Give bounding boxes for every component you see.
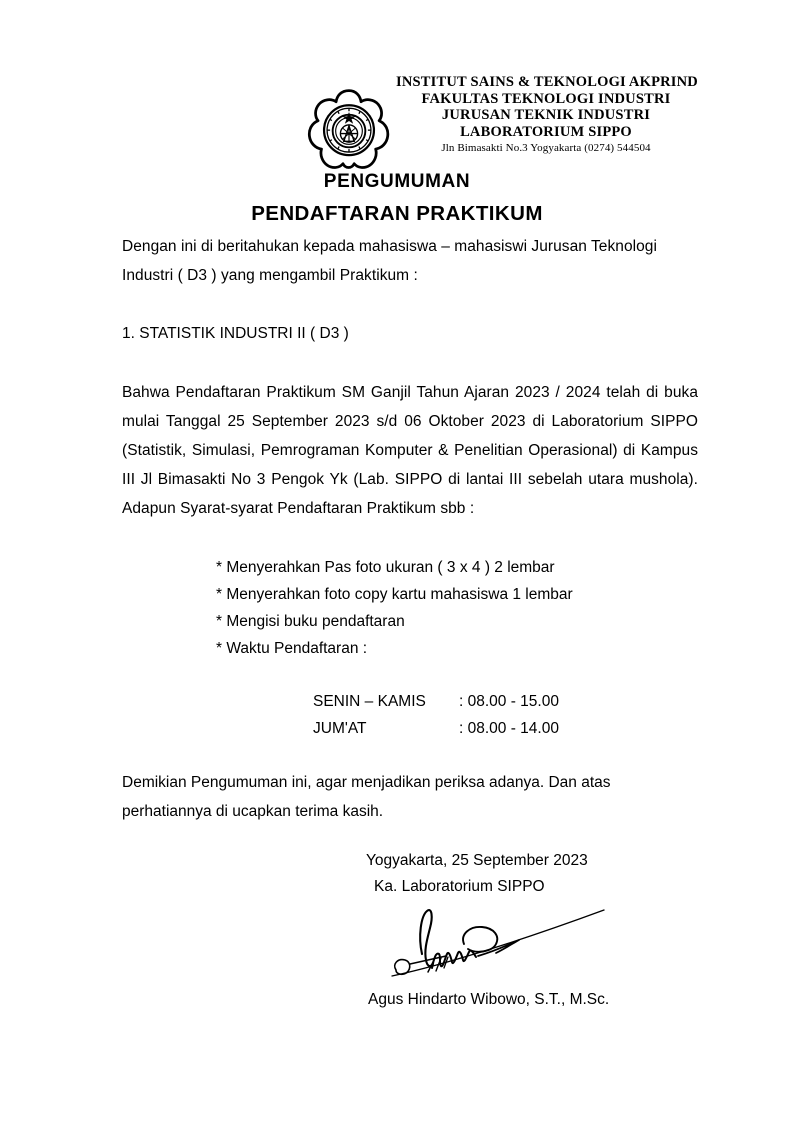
schedule-time: : 08.00 - 15.00 <box>459 693 559 710</box>
department-name: JURUSAN TEKNIK INDUSTRI <box>441 107 651 124</box>
faculty-name: FAKULTAS TEKNOLOGI INDUSTRI <box>421 90 671 107</box>
requirements-list <box>216 554 676 662</box>
intro-paragraph: Dengan ini di beritahukan kepada mahasiswa – mahasiswi Jurusan Teknologi Industri ( D3 ) yang mengambil Praktikum : <box>122 238 657 284</box>
list-item: * Mengisi buku pendaftaran <box>216 613 405 630</box>
institution-name: INSTITUT SAINS & TEKNOLOGI AKPRIND <box>396 74 698 90</box>
signature-place-date: Yogyakarta, 25 September 2023 <box>366 852 588 869</box>
registration-schedule <box>313 688 559 742</box>
schedule-day: SENIN – KAMIS <box>313 693 426 710</box>
page-title: PENGUMUMAN <box>323 171 471 192</box>
page-subtitle: PENDAFTARAN PRAKTIKUM <box>251 202 543 225</box>
closing-paragraph-wrap <box>122 768 678 826</box>
schedule-row <box>313 715 559 742</box>
signature-block <box>366 848 666 1012</box>
title-block <box>0 172 794 225</box>
laboratory-name: LABORATORIUM SIPPO <box>460 123 632 140</box>
akprind-university-emblem-icon <box>306 88 392 174</box>
body-content <box>122 232 698 523</box>
closing-paragraph: Demikian Pengumuman ini, agar menjadikan periksa adanya. Dan atas perhatiannya di ucapkan terima kasih. <box>122 774 611 820</box>
schedule-day: JUM'AT <box>313 720 367 737</box>
main-paragraph: Bahwa Pendaftaran Praktikum SM Ganjil Tahun Ajaran 2023 / 2024 telah di buka mulai Tanggal 25 September 2023 s/d 06 Oktober 2023 di Laboratorium SIPPO (Statistik, Simulasi, Pemrograman Komputer & Penelitian Operasional) di Kampus III Jl Bimasakti No 3 Pengok Yk (Lab. SIPPO di lantai III sebelah utara mushola). Adapun Syarat-syarat Pendaftaran Praktikum sbb : <box>122 384 698 517</box>
signature-role: Ka. Laboratorium SIPPO <box>374 878 545 895</box>
signatory-name: Agus Hindarto Wibowo, S.T., M.Sc. <box>368 991 610 1008</box>
schedule-row <box>313 688 559 715</box>
list-item: * Menyerahkan foto copy kartu mahasiswa 1 lembar <box>216 586 573 603</box>
schedule-time: : 08.00 - 14.00 <box>459 720 559 737</box>
list-item: * Menyerahkan Pas foto ukuran ( 3 x 4 ) 2 lembar <box>216 559 555 576</box>
letterhead-text <box>396 74 696 155</box>
course-list-item: 1. STATISTIK INDUSTRI II ( D3 ) <box>122 325 349 342</box>
letterhead <box>0 74 794 174</box>
list-item: * Waktu Pendaftaran : <box>216 640 368 657</box>
letterhead-address: Jln Bimasakti No.3 Yogyakarta (0274) 544504 <box>441 142 651 155</box>
handwritten-signature <box>388 902 618 988</box>
